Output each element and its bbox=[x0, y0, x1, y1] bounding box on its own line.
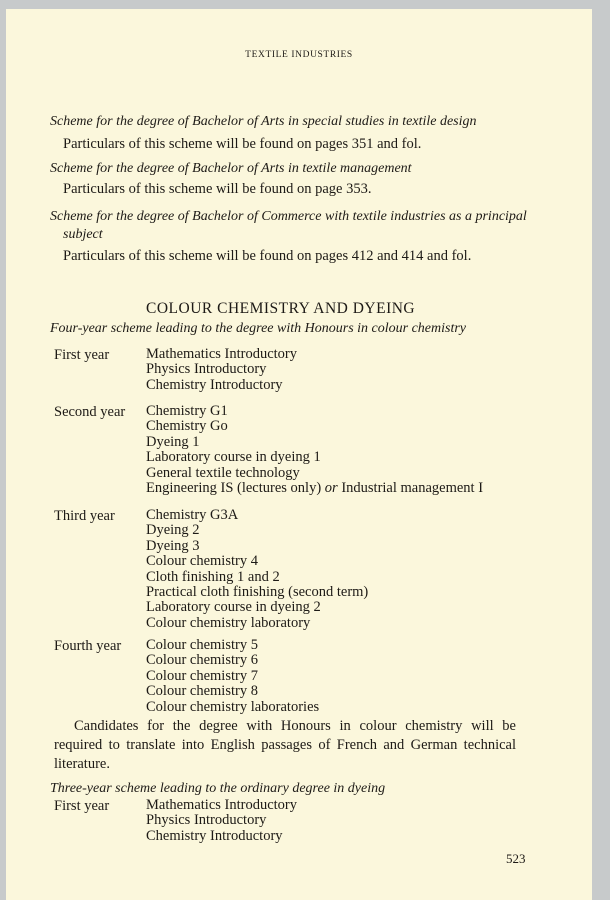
course: Mathematics Introductory bbox=[146, 346, 297, 362]
year-label: First year bbox=[54, 347, 110, 363]
course: Chemistry Introductory bbox=[146, 827, 283, 844]
course: Dyeing 2 bbox=[146, 522, 200, 539]
course: Colour chemistry 6 bbox=[146, 652, 258, 669]
course-list bbox=[146, 508, 368, 631]
course: Laboratory course in dyeing 1 bbox=[146, 449, 321, 466]
course-list bbox=[146, 347, 297, 393]
scheme-subheading: Four-year scheme leading to the degree with Honours in colour chemistry bbox=[50, 321, 467, 336]
scheme-title: Scheme for the degree of Bachelor of Commerce with textile industries as a principal bbox=[50, 209, 527, 224]
or-connector: or bbox=[324, 480, 338, 497]
course: Chemistry Introductory bbox=[146, 376, 283, 393]
scheme-title: Scheme for the degree of Bachelor of Arts in textile management bbox=[50, 161, 412, 176]
course-alternative bbox=[146, 481, 483, 496]
scheme-subheading: Three-year scheme leading to the ordinary degree in dyeing bbox=[50, 781, 386, 796]
course: Physics Introductory bbox=[146, 812, 267, 829]
year-label: Fourth year bbox=[54, 638, 122, 654]
course: Engineering IS (lectures only) bbox=[146, 480, 322, 497]
scheme-title: Scheme for the degree of Bachelor of Arts in special studies in textile design bbox=[50, 114, 477, 129]
course: Chemistry G1 bbox=[146, 403, 228, 419]
year-label: Third year bbox=[54, 508, 115, 524]
scheme-note: Particulars of this scheme will be found on page 353. bbox=[63, 181, 372, 197]
course: Chemistry G3A bbox=[146, 507, 239, 523]
course-list bbox=[146, 404, 483, 496]
course: Laboratory course in dyeing 2 bbox=[146, 599, 321, 616]
running-head: TEXTILE INDUSTRIES bbox=[245, 50, 353, 60]
course: Colour chemistry laboratory bbox=[146, 614, 311, 631]
course: Colour chemistry 8 bbox=[146, 683, 258, 700]
course: Mathematics Introductory bbox=[146, 797, 297, 813]
course-list bbox=[146, 798, 297, 844]
course: Practical cloth finishing (second term) bbox=[146, 584, 369, 601]
course: General textile technology bbox=[146, 464, 300, 481]
course: Chemistry Go bbox=[146, 418, 228, 435]
book-page bbox=[6, 9, 592, 900]
scheme-note: Particulars of this scheme will be found on pages 351 and fol. bbox=[63, 136, 422, 152]
scheme-title-cont: subject bbox=[63, 227, 103, 242]
page-number: 523 bbox=[506, 851, 526, 866]
course: Colour chemistry laboratories bbox=[146, 698, 320, 715]
paragraph-text: Candidates for the degree with Honours in colour chemistry will be required to translate into English passages of French and German technical literature. bbox=[54, 718, 516, 772]
course: Dyeing 1 bbox=[146, 433, 200, 450]
course: Physics Introductory bbox=[146, 361, 267, 378]
section-heading: COLOUR CHEMISTRY AND DYEING bbox=[146, 300, 416, 317]
course: Colour chemistry 7 bbox=[146, 667, 258, 684]
year-label: First year bbox=[54, 798, 110, 814]
course: Colour chemistry 4 bbox=[146, 553, 258, 570]
course: Industrial management I bbox=[341, 480, 484, 497]
course-list bbox=[146, 638, 319, 715]
scheme-note: Particulars of this scheme will be found on pages 412 and 414 and fol. bbox=[63, 248, 472, 264]
course: Dyeing 3 bbox=[146, 537, 200, 554]
course: Colour chemistry 5 bbox=[146, 637, 258, 653]
course: Cloth finishing 1 and 2 bbox=[146, 568, 280, 585]
year-label: Second year bbox=[54, 404, 126, 420]
honours-language-note bbox=[54, 717, 516, 774]
